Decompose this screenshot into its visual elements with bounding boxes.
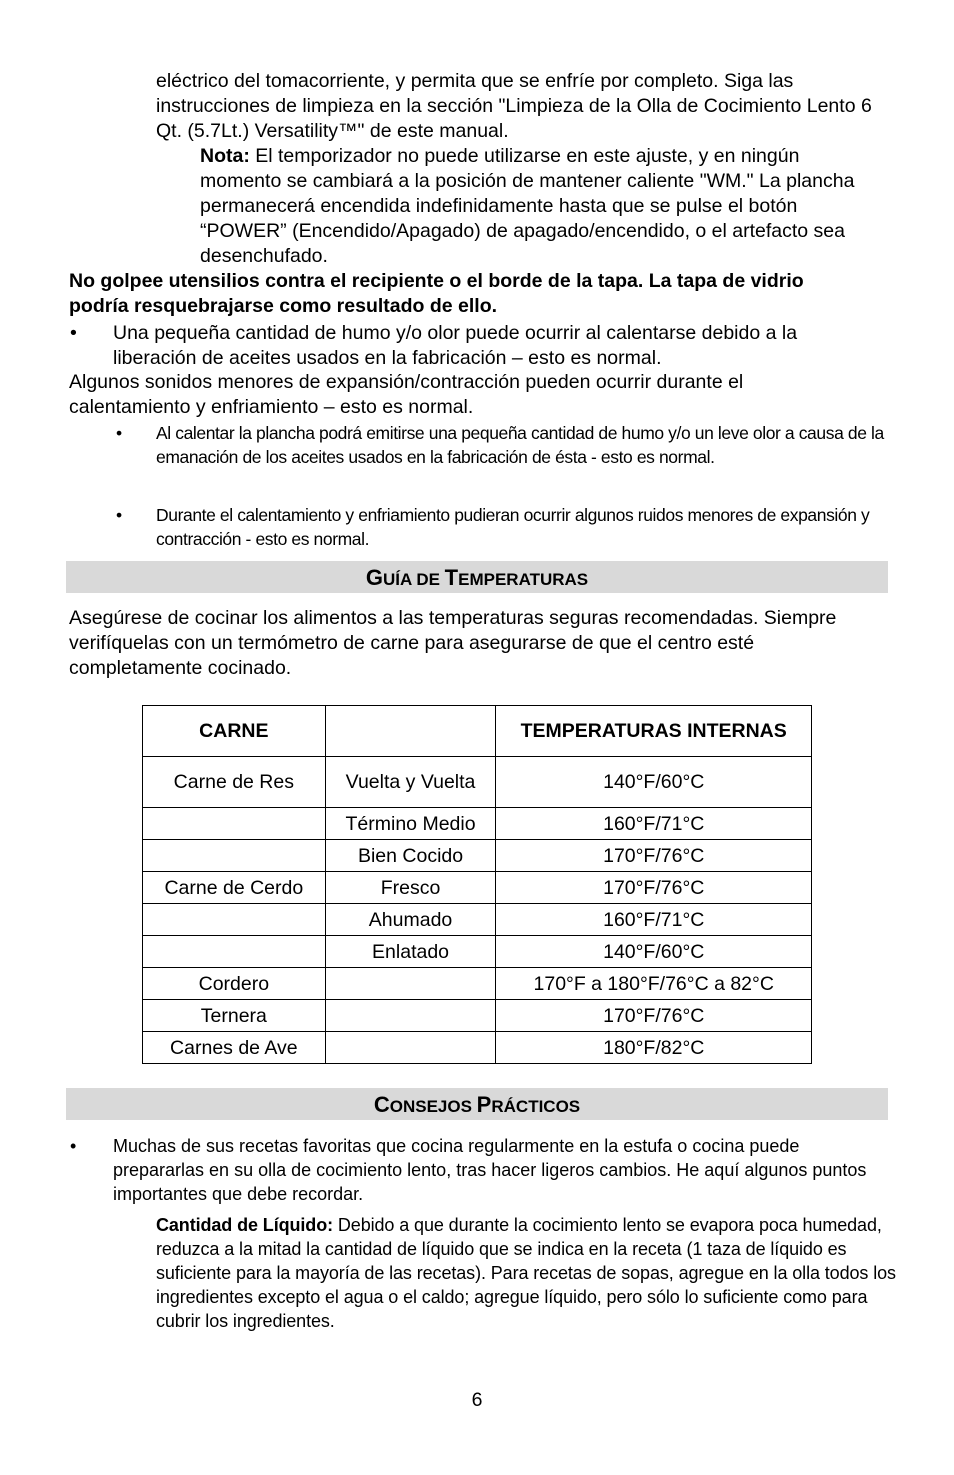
note-label: Nota: <box>200 145 250 167</box>
warning-text: No golpee utensilios contra el recipiente o el borde de la tapa. La tapa de vidrio podría resquebrajarse como resultado de ello. <box>69 270 804 317</box>
note-paragraph <box>200 144 880 269</box>
liquid-text: Debido a que durante la cocimiento lento se evapora poca humedad, reduzca a la mitad la cantidad de líquido que se indica en la receta (1 taza de líquido es suficiente para la mayoría de las recetas). Para recetas de sopas, agregue en la olla todos los ingredientes excepto el agua o el caldo; agregue líquido, pero sólo lo suficiente como para cubrir los ingredientes. <box>156 1215 896 1331</box>
table-row <box>143 808 812 840</box>
table-cell: 170°F/76°C <box>496 1000 812 1032</box>
heading-smallcaps: RÁCTICOS <box>491 1097 581 1116</box>
table-cell: Vuelta y Vuelta <box>325 757 496 808</box>
table-cell <box>325 1000 496 1032</box>
column-header: TEMPERATURAS INTERNAS <box>496 706 812 757</box>
section-heading-practical-tips <box>66 1088 888 1120</box>
table-row <box>143 1032 812 1064</box>
table-row <box>143 904 812 936</box>
table-cell: Carne de Res <box>143 757 326 808</box>
column-header <box>325 706 496 757</box>
heading-smallcaps: UÍA DE <box>382 570 445 589</box>
table-cell: Ahumado <box>325 904 496 936</box>
small-bullet-smoke: Al calentar la plancha podrá emitirse una pequeña cantidad de humo y/o un leve olor a causa de la emanación de los aceites usados en la fabricación de ésta - esto es normal. <box>156 423 884 467</box>
table-cell: 180°F/82°C <box>496 1032 812 1064</box>
heading-cap: P <box>476 1092 492 1117</box>
table-row <box>143 968 812 1000</box>
table-cell <box>143 808 326 840</box>
liquid-label: Cantidad de Líquido: <box>156 1215 333 1235</box>
tips-bullet-text: Muchas de sus recetas favoritas que cocina regularmente en la estufa o cocina puede prepararlas en su olla de cocimiento lento, tras hacer ligeros cambios. He aquí algunos puntos importantes que debe recordar. <box>113 1136 867 1204</box>
table-cell: Bien Cocido <box>325 840 496 872</box>
bullet-marker: • <box>116 505 122 525</box>
table-cell: 160°F/71°C <box>496 904 812 936</box>
table-cell: Carne de Cerdo <box>143 872 326 904</box>
sounds-paragraph: Algunos sonidos menores de expansión/contracción pueden ocurrir durante el calentamiento y enfriamiento – esto es normal. <box>69 371 744 418</box>
column-header: CARNE <box>143 706 326 757</box>
heading-cap: T <box>444 565 459 590</box>
table-row <box>143 872 812 904</box>
heading-cap: C <box>373 1092 390 1117</box>
table-cell: 140°F/60°C <box>496 936 812 968</box>
note-text: El temporizador no puede utilizarse en este ajuste, y en ningún momento se cambiará a la posición de mantener caliente "WM." La plancha permanecerá encendida indefinidamente hasta que se pulse el botón “POWER” (Encendido/Apagado) de apagado/encendido, o el artefacto sea desenchufado. <box>200 145 855 267</box>
table-cell: 160°F/71°C <box>496 808 812 840</box>
table-cell: 140°F/60°C <box>496 757 812 808</box>
heading-smallcaps: EMPERATURAS <box>458 570 589 589</box>
table-cell: Ternera <box>143 1000 326 1032</box>
table-cell: Cordero <box>143 968 326 1000</box>
table-cell: Fresco <box>325 872 496 904</box>
table-header-row <box>143 706 812 757</box>
bullet-marker: • <box>70 322 77 344</box>
liquid-amount-paragraph <box>156 1213 896 1333</box>
table-cell <box>143 936 326 968</box>
table-cell <box>143 840 326 872</box>
bullet-marker: • <box>116 423 122 443</box>
section-heading-temperatures <box>66 561 888 593</box>
heading-smallcaps: ONSEJOS <box>389 1097 477 1116</box>
temperature-table <box>142 705 812 1064</box>
table-cell: 170°F/76°C <box>496 840 812 872</box>
page-number: 6 <box>471 1389 483 1411</box>
table-cell <box>143 904 326 936</box>
table-cell: Carnes de Ave <box>143 1032 326 1064</box>
temperatures-intro: Asegúrese de cocinar los alimentos a las temperaturas seguras recomendadas. Siempre verifíquelas con un termómetro de carne para asegurarse de que el centro esté completamente cocinado. <box>69 607 837 679</box>
table-row <box>143 936 812 968</box>
table-row <box>143 840 812 872</box>
table-row <box>143 757 812 808</box>
table-cell <box>325 1032 496 1064</box>
table-cell: 170°F a 180°F/76°C a 82°C <box>496 968 812 1000</box>
continued-paragraph: eléctrico del tomacorriente, y permita que se enfríe por completo. Siga las instrucciones de limpieza en la sección "Limpieza de la Olla de Cocimiento Lento 6 Qt. (5.7Lt.) Versatility™" de este manual. <box>156 70 872 142</box>
table-cell <box>325 968 496 1000</box>
table-cell: 170°F/76°C <box>496 872 812 904</box>
small-bullet-sounds: Durante el calentamiento y enfriamiento pudieran ocurrir algunos ruidos menores de expansión y contracción - esto es normal. <box>156 505 870 549</box>
table-cell: Término Medio <box>325 808 496 840</box>
table-cell: Enlatado <box>325 936 496 968</box>
table-row <box>143 1000 812 1032</box>
smoke-bullet-text: Una pequeña cantidad de humo y/o olor puede ocurrir al calentarse debido a la liberación de aceites usados en la fabricación – esto es normal. <box>113 322 798 369</box>
bullet-marker: • <box>70 1136 77 1156</box>
heading-cap: G <box>365 565 383 590</box>
